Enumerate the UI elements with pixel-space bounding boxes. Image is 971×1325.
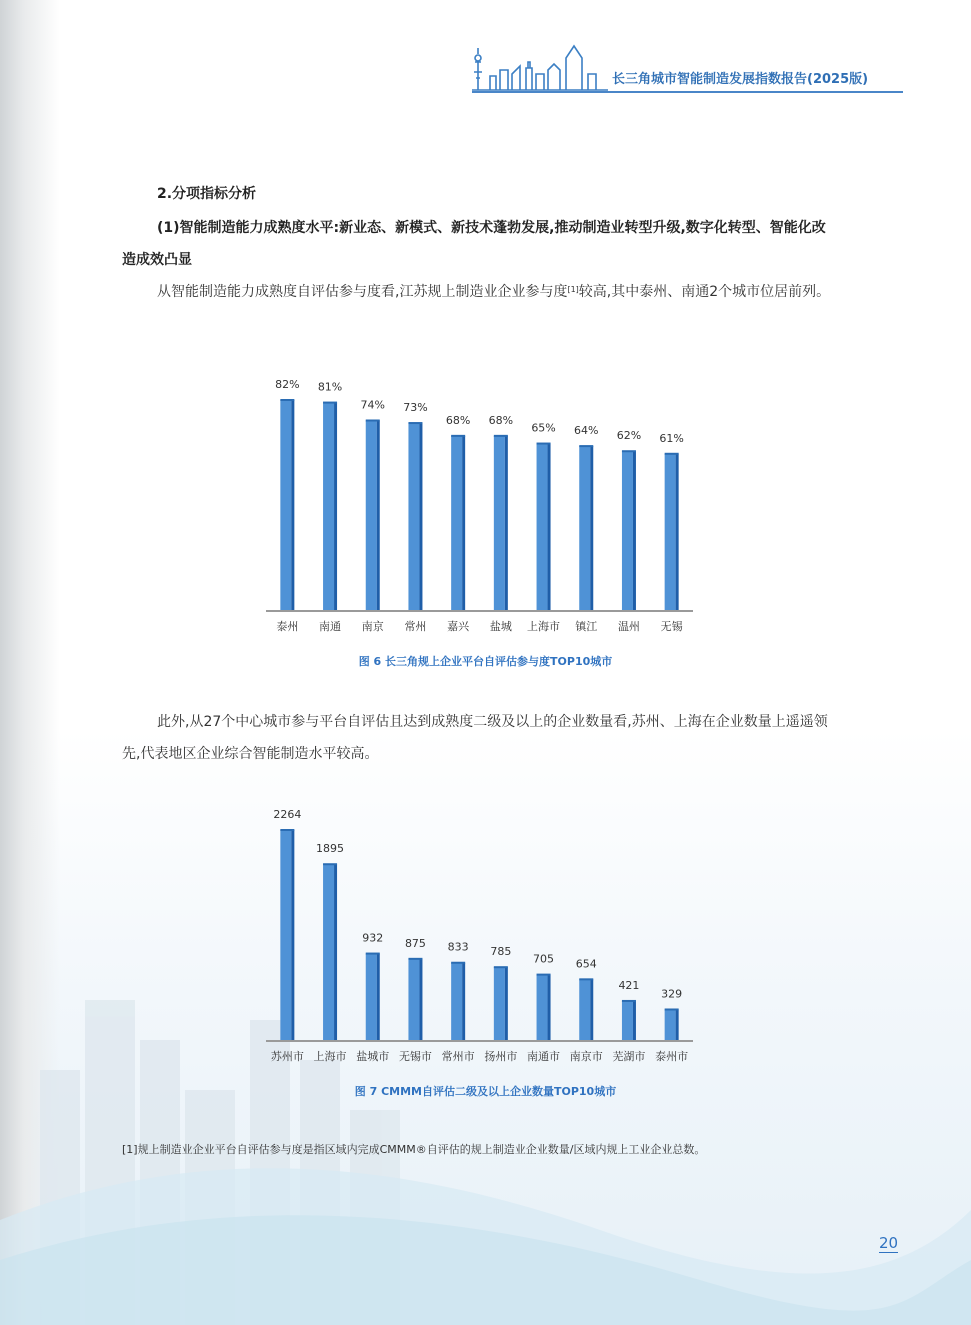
bar-side [633,451,636,610]
data-label: 932 [362,931,384,945]
category-label: 常州 [404,620,427,633]
category-label: 南通 [319,620,342,633]
data-label: 705 [533,952,555,966]
data-label: 329 [661,987,683,1001]
data-label: 73% [403,401,428,415]
bar-group [494,435,508,610]
bar-top [537,443,551,445]
bar-top [579,445,593,447]
data-label: 62% [616,429,642,443]
bar [323,864,334,1040]
enterprise-count-bar-chart [258,800,708,1070]
data-label: 2264 [273,808,302,821]
bar-side [419,423,422,610]
bar [537,444,548,610]
bar [579,446,590,610]
bar-top [494,966,508,968]
paragraph-enterprise-count: 此外,从27个中心城市参与平台自评估且达到成熟度二级及以上的企业数量看,苏州、上海在企业数量上遥遥领先,代表地区企业综合智能制造水平较高。 [122,714,828,762]
footnote-reference[interactable]: [1] [567,285,579,294]
bar-group [494,966,508,1040]
bar-group [280,399,294,610]
bar-top [323,863,337,865]
data-label: 421 [618,978,640,992]
bar [537,975,548,1040]
bar-side [548,444,551,610]
section-heading: 2.分项指标分析 [157,186,257,202]
bar [665,454,676,610]
bar-side [505,967,508,1040]
bar-group [537,443,551,610]
bar-top [408,422,422,424]
data-label: 833 [447,940,469,954]
bar-top [366,953,380,955]
bar [280,400,291,610]
bar-top [366,419,380,421]
bar-group [537,974,551,1040]
bar-side [676,454,679,610]
bar-top [494,435,508,437]
category-label: 镇江 [575,620,598,633]
bar-side [377,954,380,1040]
bar-top [408,958,422,960]
bar-side [633,1001,636,1040]
bar-group [622,450,636,610]
paragraph-participation [122,276,832,308]
bar-top [280,829,294,831]
bar-side [377,420,380,610]
bar-group [665,1008,679,1040]
bar [665,1009,676,1040]
bar-group [280,829,294,1040]
category-label: 南通市 [527,1050,561,1063]
bar-side [334,864,337,1040]
bar-top [665,453,679,455]
bar-group [323,402,337,610]
data-label: 785 [490,945,512,959]
bar-side [334,403,337,610]
bar-top [451,435,465,437]
data-label: 82% [275,378,300,391]
bar [451,963,462,1040]
bar [451,436,462,610]
bar-top [579,978,593,980]
bar-group [366,419,380,610]
participation-bar-chart [258,370,708,640]
category-label: 上海市 [313,1050,347,1063]
category-label: 南京 [361,620,384,633]
bar-group [366,953,380,1040]
bar [494,967,505,1040]
figure-7-caption: 图 7 CMMM自评估二级及以上企业数量TOP10城市 [354,1085,617,1098]
bar-top [280,399,294,401]
category-label: 南京市 [569,1050,603,1063]
bar-side [291,830,294,1040]
bar-top [537,974,551,976]
bar-top [323,402,337,404]
category-label: 温州 [617,620,640,633]
bar-side [505,436,508,610]
figure-6-caption: 图 6 长三角规上企业平台自评估参与度TOP10城市 [358,655,613,668]
category-label: 盐城 [489,620,512,633]
data-label: 74% [360,398,385,412]
report-title: 长三角城市智能制造发展指数报告(2025版) [612,72,869,87]
category-label: 无锡 [660,620,683,633]
paragraph-text-1b: 较高,其中泰州、南通2个城市位居前列。 [578,284,831,300]
bar [579,979,590,1040]
bar [366,954,377,1040]
header-divider [472,91,903,93]
bar-group [579,978,593,1040]
bar [366,420,377,610]
city-skyline-logo [470,44,610,94]
data-label: 68% [445,413,471,427]
category-label: 嘉兴 [447,620,470,633]
category-label: 苏州市 [270,1050,304,1063]
bar-side [590,979,593,1040]
category-label: 上海市 [527,620,561,633]
bar-group [622,1000,636,1040]
bar-group [323,863,337,1040]
bar [622,451,633,610]
bar [622,1001,633,1040]
category-label: 泰州市 [655,1050,689,1063]
bar-top [622,1000,636,1002]
bar-side [676,1009,679,1040]
data-label: 68% [488,413,514,427]
bar-group [408,958,422,1040]
bar-side [291,400,294,610]
subsection-heading: (1)智能制造能力成熟度水平:新业态、新模式、新技术蓬勃发展,推动制造业转型升级,数字化转型、智能化改造成效凸显 [122,220,826,268]
bar-side [548,975,551,1040]
data-label: 1895 [316,842,345,856]
category-label: 泰州 [276,620,299,633]
bar-group [579,445,593,610]
bar-top [622,450,636,452]
bar [323,403,334,610]
data-label: 875 [404,936,426,950]
data-label: 65% [531,421,556,435]
bar [494,436,505,610]
data-label: 64% [574,424,599,438]
data-label: 61% [659,431,684,445]
bar-top [665,1008,679,1010]
bar-side [462,436,465,610]
bar-side [419,959,422,1040]
footnote: [1]规上制造业企业平台自评估参与度是指区域内完成CMMM®自评估的规上制造业企业数量/区域内规上工业企业总数。 [122,1143,706,1156]
bar-group [408,422,422,610]
category-label: 常州市 [441,1050,475,1063]
bar-group [451,435,465,610]
bar-group [451,962,465,1040]
category-label: 盐城市 [356,1050,390,1063]
page-number: 20 [879,1234,899,1252]
category-label: 无锡市 [398,1050,432,1063]
data-label: 654 [575,957,597,971]
category-label: 扬州市 [484,1050,518,1063]
bar [408,423,419,610]
bar-side [590,446,593,610]
bar-top [451,962,465,964]
paragraph-text-1a: 从智能制造能力成熟度自评估参与度看,江苏规上制造业企业参与度 [157,284,568,300]
data-label: 81% [317,380,343,394]
bar [280,830,291,1040]
bar [408,959,419,1040]
category-label: 芜湖市 [612,1050,646,1063]
bar-side [462,963,465,1040]
bar-group [665,453,679,610]
